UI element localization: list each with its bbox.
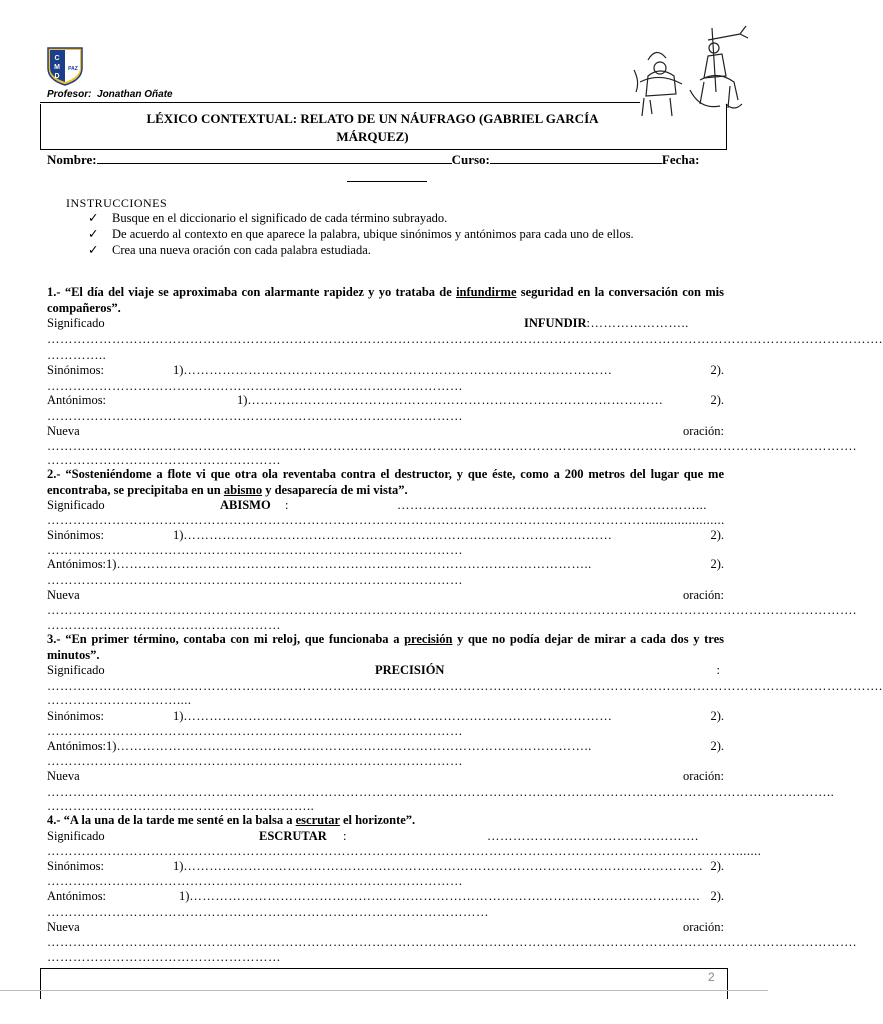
answer-line[interactable]: …………………………………………………………………………………… xyxy=(47,724,463,738)
question-2: 2.- “Sosteniéndome a flote vi que otra ola reventaba contra el destructor, y que éste, como a 200 metros del lugar que me encontraba, se precipitaba en un abismo y desaparecía de mi vista”. xyxy=(47,467,725,497)
title-line-2: MÁRQUEZ) xyxy=(336,129,409,144)
teacher-label: Profesor: xyxy=(47,89,92,100)
header-rule xyxy=(40,102,640,103)
question-1: 1.- “El día del viaje se aproximaba con alarmante rapidez y yo trataba de infundirme seguridad en la conversación con mis compañeros”. xyxy=(47,285,725,315)
nombre-field[interactable] xyxy=(97,152,452,164)
answer-line[interactable]: ……………………………………………… xyxy=(47,618,281,632)
instructions-list xyxy=(88,210,728,258)
curso-label: Curso: xyxy=(451,152,490,167)
target-word: precisión xyxy=(404,632,453,646)
fecha-label: Fecha: xyxy=(661,152,700,167)
answer-line[interactable]: …………………………………………………………………………………………………………………………...................... xyxy=(47,513,725,527)
page-title xyxy=(40,110,705,146)
check-icon: ✓ xyxy=(88,227,99,241)
answer-line[interactable]: …………………………………………………………………………………… xyxy=(47,874,463,888)
instructions-heading: INSTRUCCIONES xyxy=(66,196,168,210)
q2-antonimos-row[interactable]: Antónimos:1)……………………………………………………………………………………………….. 2). xyxy=(47,557,724,571)
q1-significado-row[interactable]: Significado INFUNDIR:………………….. xyxy=(47,316,689,330)
answer-line[interactable]: …………………………………………………….. xyxy=(47,799,315,813)
target-word: escrutar xyxy=(295,813,340,827)
q2-significado-row[interactable]: Significado ABISMO : ……………………………………………………………... xyxy=(47,498,707,512)
answer-line[interactable]: ………………………….... xyxy=(47,693,192,707)
answer-line[interactable]: …………………………………………………………………………………………………………………………………………………………………………. xyxy=(47,332,883,346)
logo-letter-m: M xyxy=(54,64,60,71)
q1-antonimos-row[interactable]: Antónimos: 1)…………………………………………………………………………………… 2). xyxy=(47,393,724,407)
title-line-1: LÉXICO CONTEXTUAL: RELATO DE UN NÁUFRAGO (GABRIEL GARCÍA xyxy=(146,111,599,126)
q3-significado-row[interactable]: Significado PRECISIÓN : xyxy=(47,663,720,677)
page-divider xyxy=(0,990,768,991)
instruction-item: ✓ Crea una nueva oración con cada palabra estudiada. xyxy=(88,243,371,257)
q3-sinonimos-row[interactable]: Sinónimos: 1)……………………………………………………………………………………… 2). xyxy=(47,709,724,723)
answer-line[interactable]: …………………………………………………………………………………………………………………………………………………………………………. xyxy=(47,679,883,693)
instruction-item: ✓ Busque en el diccionario el significado de cada término subrayado. xyxy=(88,211,448,225)
footer-box xyxy=(40,968,728,999)
q2-oracion-row[interactable]: Nueva oración: xyxy=(47,588,724,602)
answer-line[interactable]: …………………………………………………………………………………… xyxy=(47,754,463,768)
target-word: infundirme xyxy=(456,285,517,299)
answer-line[interactable]: …………………………………………………………………………………… xyxy=(47,573,463,587)
logo-paz: PAZ xyxy=(68,66,78,72)
q1-sinonimos-row[interactable]: Sinónimos: 1)……………………………………………………………………………………… 2). xyxy=(47,363,724,377)
logo-letter-c: C xyxy=(54,55,60,62)
answer-line[interactable]: …………………………………………………………………………………… xyxy=(47,379,463,393)
q1-oracion-row[interactable]: Nueva oración: xyxy=(47,424,724,438)
answer-line[interactable]: …………………………………………………………………………………… xyxy=(47,543,463,557)
answer-line[interactable]: ………………………………………………………………………………………… xyxy=(47,905,489,919)
q4-sinonimos-row[interactable]: Sinónimos: 1)………………………………………………………………………………………………………… 2). xyxy=(47,859,724,873)
answer-line[interactable]: …………………………………………………………………………………… xyxy=(47,409,463,423)
check-icon: ✓ xyxy=(88,243,99,257)
question-3: 3.- “En primer término, contaba con mi reloj, que funcionaba a precisión y que no podía dejar de mirar a cada dos y tres minutos”. xyxy=(47,632,725,662)
answer-line[interactable]: ……………………………………………… xyxy=(47,453,281,467)
instruction-item: ✓ De acuerdo al contexto en que aparece la palabra, ubique sinónimos y antónimos para cada uno de ellos. xyxy=(88,227,634,241)
question-4: 4.- “A la una de la tarde me senté en la balsa a escrutar el horizonte”. xyxy=(47,813,416,827)
q4-oracion-row[interactable]: Nueva oración: xyxy=(47,920,724,934)
fecha-field[interactable] xyxy=(347,170,427,182)
answer-line[interactable]: ……………………………………………… xyxy=(47,950,281,964)
logo-letter-d: D xyxy=(54,73,60,80)
nombre-label: Nombre: xyxy=(47,152,97,167)
teacher-name: Jonathan Oñate xyxy=(97,89,173,100)
q4-antonimos-row[interactable]: Antónimos: 1)………………………………………………………………………………………………………. 2). xyxy=(47,889,724,903)
school-logo xyxy=(46,46,84,86)
page-number: 2 xyxy=(708,970,715,984)
q3-antonimos-row[interactable]: Antónimos:1)……………………………………………………………………………………………….. 2). xyxy=(47,739,724,753)
q4-significado-row[interactable]: Significado ESCRUTAR : …………………………………………. xyxy=(47,829,699,843)
teacher-line xyxy=(47,89,173,100)
student-fields xyxy=(47,152,727,186)
answer-line[interactable]: ……………………………………………………………………………………………………………………………………………………………….. xyxy=(47,785,835,799)
answer-line[interactable]: ……………………………………………………………………………………………………………………………………………………………………. xyxy=(47,935,857,949)
check-icon: ✓ xyxy=(88,211,99,225)
answer-line[interactable]: ………….. xyxy=(47,348,107,362)
answer-line[interactable]: ……………………………………………………………………………………………………………………………………………………………………. xyxy=(47,439,857,453)
q2-sinonimos-row[interactable]: Sinónimos: 1)……………………………………………………………………………………… 2). xyxy=(47,528,724,542)
answer-line[interactable]: ……………………………………………………………………………………………………………………………………………....... xyxy=(47,844,762,858)
target-word: abismo xyxy=(223,483,263,497)
q3-oracion-row[interactable]: Nueva oración: xyxy=(47,769,724,783)
answer-line[interactable]: ……………………………………………………………………………………………………………………………………………………………………. xyxy=(47,603,857,617)
curso-field[interactable] xyxy=(490,152,662,164)
